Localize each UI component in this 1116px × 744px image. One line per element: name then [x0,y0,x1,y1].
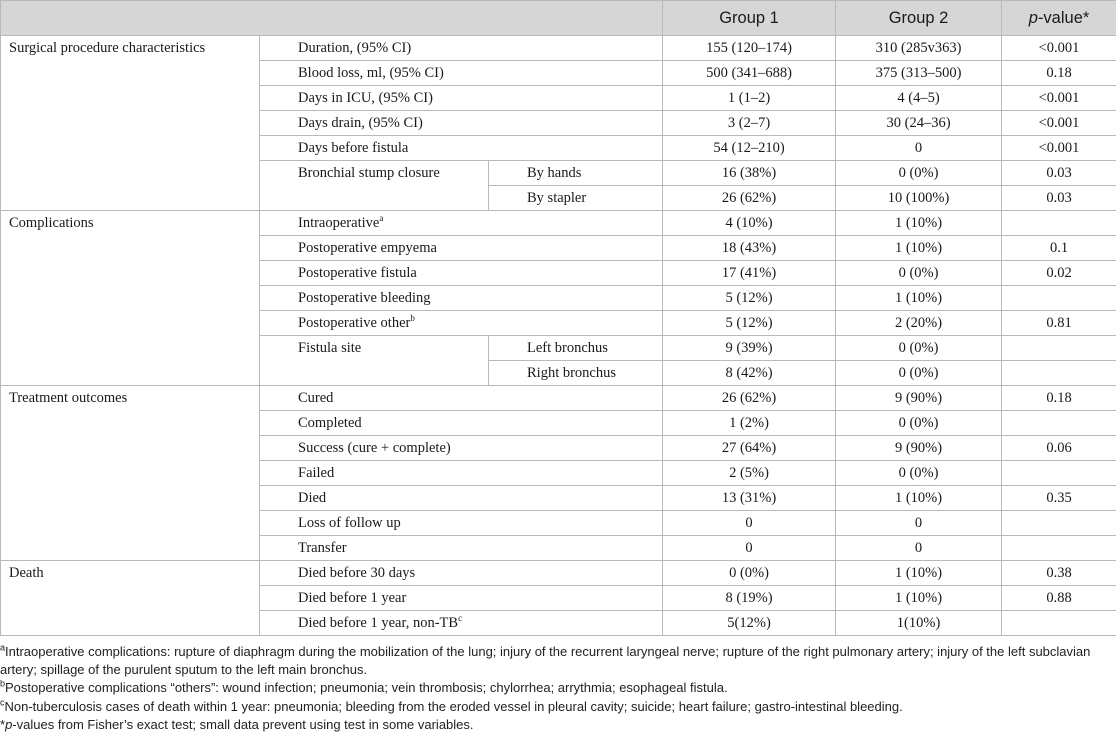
p-value [1002,611,1116,636]
p-value [1002,286,1116,311]
header-group2: Group 2 [836,1,1002,36]
fistula-site-label: Fistula site [260,336,489,386]
table-row [1,211,1116,236]
p-value [1002,336,1116,361]
p-value [1002,536,1116,561]
row-label: Success (cure + complete) [260,436,663,461]
p-value: 0.02 [1002,261,1116,286]
p-value: 0.38 [1002,561,1116,586]
group1-value: 1 (2%) [663,411,836,436]
group2-value: 0 (0%) [836,461,1002,486]
p-value: 0.81 [1002,311,1116,336]
row-label: Days before fistula [260,136,663,161]
group1-value: 54 (12–210) [663,136,836,161]
p-value: 0.35 [1002,486,1116,511]
stump-closure-label: Bronchial stump closure [260,161,489,211]
group1-value: 5 (12%) [663,311,836,336]
section-complications-title: Complications [1,211,260,386]
footnote-b: $^b$Postoperative complications “others”: wound infection; pneumonia; vein thrombosis; chylorrhea; arrythmia; esophageal fistula. [0,679,728,696]
group2-value: 1 (10%) [836,236,1002,261]
row-label: Died [260,486,663,511]
group1-value: 5(12%) [663,611,836,636]
group2-value: 0 (0%) [836,261,1002,286]
group2-value: 4 (4–5) [836,86,1002,111]
p-value: <0.001 [1002,136,1116,161]
section-outcomes-title: Treatment outcomes [1,386,260,561]
row-label: Loss of follow up [260,511,663,536]
row-label: Failed [260,461,663,486]
group1-value: 26 (62%) [663,386,836,411]
p-value [1002,461,1116,486]
group1-value: 0 (0%) [663,561,836,586]
group2-value: 375 (313–500) [836,61,1002,86]
group1-value: 0 [663,536,836,561]
group2-value: 10 (100%) [836,186,1002,211]
group1-value: 26 (62%) [663,186,836,211]
group2-value: 310 (285v363) [836,36,1002,61]
p-value [1002,511,1116,536]
group2-value: 0 (0%) [836,161,1002,186]
group2-value: 1(10%) [836,611,1002,636]
group2-value: 9 (90%) [836,386,1002,411]
footnote-star: *p-values from Fisher’s exact test; small data prevent using test in some variables. [0,716,474,732]
row-label: Days drain, (95% CI) [260,111,663,136]
p-value [1002,361,1116,386]
group1-value: 1 (1–2) [663,86,836,111]
group1-value: 8 (19%) [663,586,836,611]
sub-label: By stapler [489,186,663,211]
row-label: Postoperative bleeding [260,286,663,311]
group2-value: 0 (0%) [836,361,1002,386]
row-label: Postoperative empyema [260,236,663,261]
group1-value: 9 (39%) [663,336,836,361]
sub-label: Right bronchus [489,361,663,386]
row-label: Blood loss, ml, (95% CI) [260,61,663,86]
group2-value: 0 [836,511,1002,536]
row-label: Died before 30 days [260,561,663,586]
section-death-title: Death [1,561,260,636]
group2-value: 2 (20%) [836,311,1002,336]
group1-value: 27 (64%) [663,436,836,461]
row-label: Duration, (95% CI) [260,36,663,61]
p-value: 0.1 [1002,236,1116,261]
p-value: <0.001 [1002,36,1116,61]
group2-value: 1 (10%) [836,561,1002,586]
row-label: Completed [260,411,663,436]
row-label: Postoperative other$^b$ [260,311,663,336]
footnote-c: $^c$Non-tuberculosis cases of death within 1 year: pneumonia; bleeding from the eroded vessel in pleural cavity; suicide; heart failure; gastro-intestinal bleeding. [0,697,903,714]
table-row [1,561,1116,586]
group2-value: 1 (10%) [836,211,1002,236]
header-blank-cell [1,1,663,36]
group2-value: 0 (0%) [836,336,1002,361]
group2-value: 30 (24–36) [836,111,1002,136]
group1-value: 13 (31%) [663,486,836,511]
group2-value: 0 [836,136,1002,161]
row-label: Transfer [260,536,663,561]
p-value: <0.001 [1002,86,1116,111]
group1-value: 2 (5%) [663,461,836,486]
row-label: Days in ICU, (95% CI) [260,86,663,111]
p-value: <0.001 [1002,111,1116,136]
group1-value: 18 (43%) [663,236,836,261]
footnote-a: $^a$Intraoperative complications: rupture of diaphragm during the mobilization of the lung; injury of the recurrent laryngeal nerve; rupture of the right pulmonary artery; injury of the left subclavian artery; spillage of the purulent sputum to the left main bronchus. [0,642,1091,678]
group1-value: 3 (2–7) [663,111,836,136]
table-row [1,386,1116,411]
p-value: 0.03 [1002,186,1116,211]
group1-value: 500 (341–688) [663,61,836,86]
group2-value: 1 (10%) [836,486,1002,511]
p-value: 0.18 [1002,61,1116,86]
group2-value: 1 (10%) [836,286,1002,311]
group2-value: 9 (90%) [836,436,1002,461]
p-value: 0.06 [1002,436,1116,461]
row-label: Intraoperative$^a$ [260,211,663,236]
sub-label: By hands [489,161,663,186]
header-row [1,1,1116,36]
group2-value: 0 [836,536,1002,561]
p-value [1002,211,1116,236]
header-group1: Group 1 [663,1,836,36]
p-value: 0.03 [1002,161,1116,186]
group1-value: 0 [663,511,836,536]
group1-value: 16 (38%) [663,161,836,186]
header-p-value: p-value* [1002,1,1116,36]
group1-value: 17 (41%) [663,261,836,286]
row-label: Cured [260,386,663,411]
section-surgical-title: Surgical procedure characteristics [1,36,260,211]
group1-value: 155 (120–174) [663,36,836,61]
sub-label: Left bronchus [489,336,663,361]
footnotes [0,643,1112,734]
row-label: Died before 1 year, non-$TB^c$ [260,611,663,636]
group2-value: 1 (10%) [836,586,1002,611]
row-label: Postoperative fistula [260,261,663,286]
table-row [1,36,1116,61]
group1-value: 5 (12%) [663,286,836,311]
p-value: 0.18 [1002,386,1116,411]
p-value [1002,411,1116,436]
row-label: Died before 1 year [260,586,663,611]
group2-value: 0 (0%) [836,411,1002,436]
group1-value: 8 (42%) [663,361,836,386]
group1-value: 4 (10%) [663,211,836,236]
p-value: 0.88 [1002,586,1116,611]
